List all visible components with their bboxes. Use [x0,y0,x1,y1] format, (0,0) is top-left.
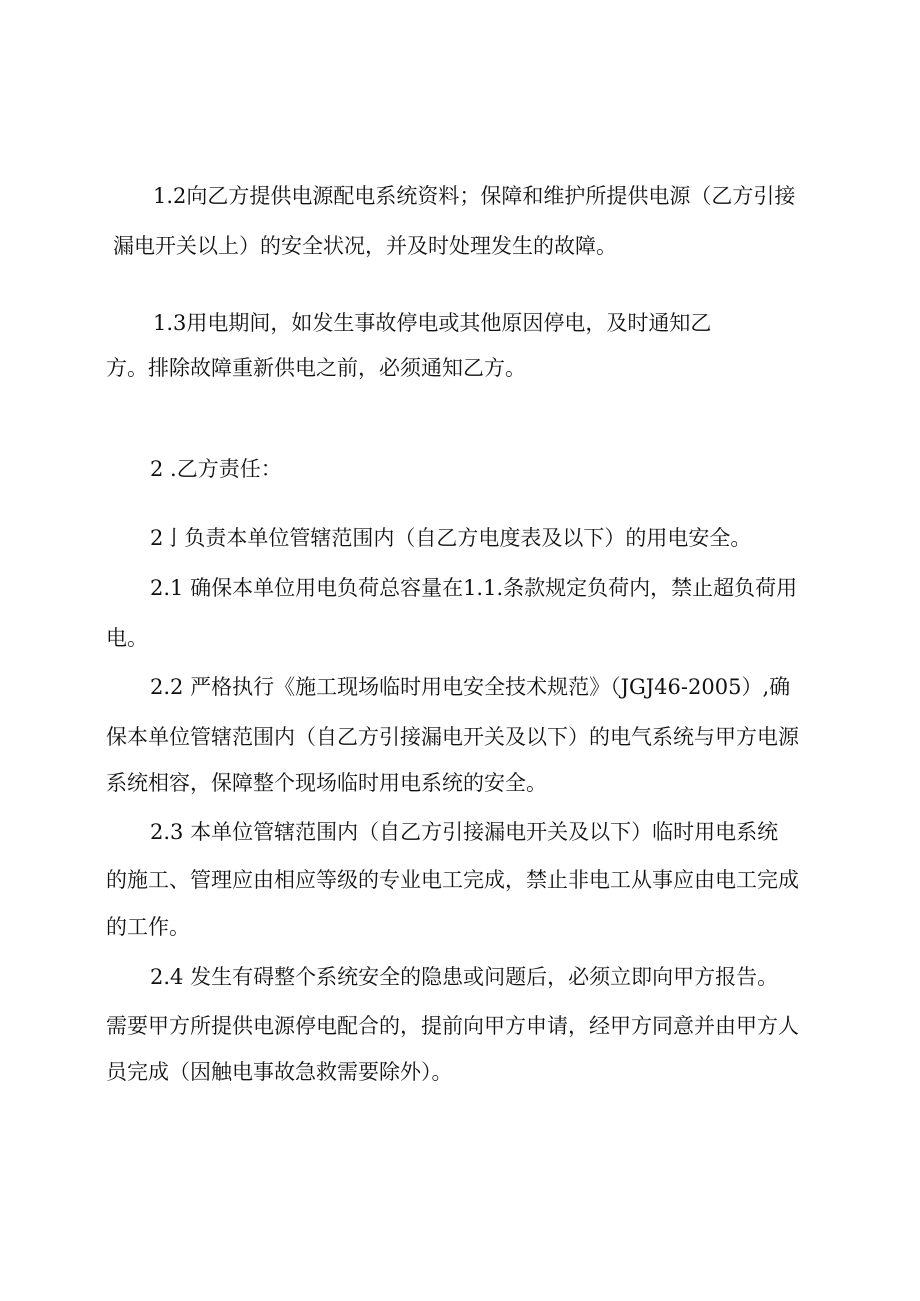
text-line: 系统相容，保障整个现场临时用电系统的安全。 [106,771,547,795]
text-line: 1.2向乙方提供电源配电系统资料；保障和维护所提供电源（乙方引接 [153,184,796,208]
text-line: 2.4 发生有碍整个系统安全的隐患或问题后，必须立即向甲方报告。 [150,965,779,989]
text-line: 1.3用电期间，如发生事故停电或其他原因停电，及时通知乙 [153,311,712,335]
text-line: 员完成（因触电事故急救需要除外）。 [106,1060,453,1084]
text-line: 2.3 本单位管辖范围内（自乙方引接漏电开关及以下）临时用电系统 [150,820,779,844]
text-line: 漏电开关以上）的安全状况，并及时处理发生的故障。 [113,234,617,258]
text-line: 的施工、管理应由相应等级的专业电工完成，禁止非电工从事应由电工完成 [106,868,799,892]
text-line: 2.2 严格执行《施工现场临时用电安全技术规范》（JGJ46-2005）,确 [150,675,791,699]
section-heading: 2 .乙方责任： [150,457,282,481]
text-line: 的工作。 [106,915,190,939]
text-line: 2亅负责本单位管辖范围内（自乙方电度表及以下）的用电安全。 [150,526,752,550]
text-line: 需要甲方所提供电源停电配合的，提前向甲方申请，经甲方同意并由甲方人 [106,1014,799,1038]
text-line: 方。排除故障重新供电之前，必须通知乙方。 [106,356,526,380]
text-line: 电。 [106,626,148,650]
text-line: 2.1 确保本单位用电负荷总容量在1.1.条款规定负荷内，禁止超负荷用 [150,576,798,600]
text-line: 保本单位管辖范围内（自乙方引接漏电开关及以下）的电气系统与甲方电源 [106,725,799,749]
